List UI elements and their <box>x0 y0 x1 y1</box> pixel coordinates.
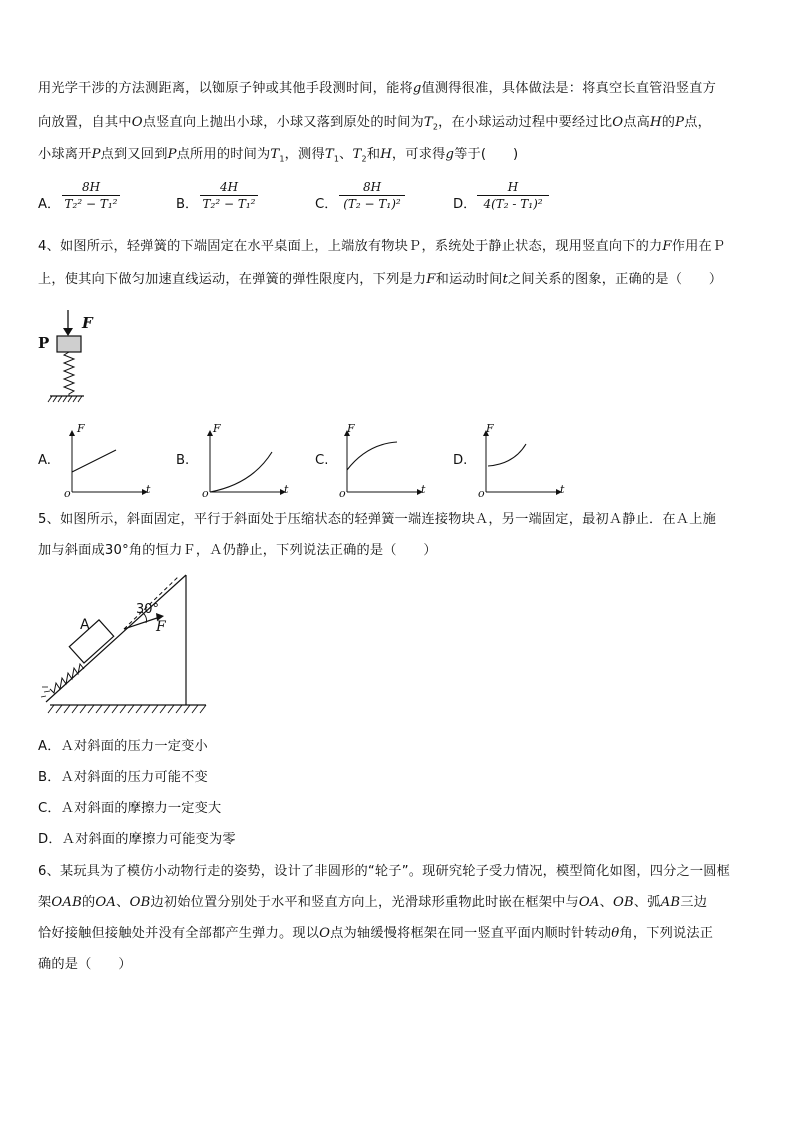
q4-line-1 <box>38 237 725 257</box>
force-label-f: F <box>82 314 93 332</box>
var-ab: AB <box>660 895 681 910</box>
graph-b-label: B. <box>176 453 190 468</box>
axis-label-t: t <box>284 483 289 496</box>
q3-text: 、 <box>339 147 353 162</box>
ground-hatch <box>48 396 82 402</box>
var-g: g <box>412 81 422 96</box>
q3-text: 等于( ) <box>454 147 519 162</box>
spring <box>64 352 74 396</box>
option-b-label: B． <box>176 197 199 212</box>
var-g: g <box>445 147 455 162</box>
graph-c-label: C. <box>315 453 329 468</box>
spring <box>50 664 84 693</box>
axis-label-t: t <box>146 483 151 496</box>
fraction-denominator: (T₂ − T₁)² <box>343 197 401 211</box>
q5-line-1: 5、如图所示，斜面固定，平行于斜面处于压缩状态的轻弹簧一端连接物块Ａ，另一端固定，最初Ａ静止．在Ａ上施 <box>38 512 716 527</box>
force-f-arrow <box>124 617 160 629</box>
block-label-a: A <box>80 617 90 633</box>
var-P: P <box>675 115 685 130</box>
q6-text: 边初始位置分别处于水平和竖直方向上，光滑球形重物此时嵌在框架中与 <box>150 895 579 910</box>
wall-hatch <box>41 687 50 697</box>
axis-label-t: t <box>560 483 565 496</box>
block-a <box>69 620 113 663</box>
q6-text: 、 <box>599 895 614 910</box>
fraction-denominator: 4(T₂ - T₁)² <box>483 197 543 211</box>
axis-label-o: o <box>202 487 209 500</box>
var-theta: θ <box>611 926 620 941</box>
q3-text: 点， <box>684 115 711 130</box>
axis-label-o: o <box>64 487 71 500</box>
graph-a-curve <box>72 450 116 472</box>
q5-line-2: 加与斜面成30°角的恒力Ｆ，Ａ仍静止，下列说法正确的是（ ） <box>38 543 437 558</box>
q4-line-2 <box>38 270 722 290</box>
var-t: t <box>502 272 509 287</box>
q6-text: 、 <box>116 895 130 910</box>
graph-c <box>337 428 429 502</box>
axis-label-t: t <box>421 483 426 496</box>
fraction-numerator: 8H <box>62 180 120 196</box>
ground-hatch <box>48 705 206 713</box>
q3-text: 小球离开 <box>38 147 92 162</box>
q6-line-4: 确的是（ ） <box>38 957 132 972</box>
option-d-fraction <box>477 180 549 211</box>
var-P: P <box>91 147 101 162</box>
var-T2: T <box>352 147 362 162</box>
q3-line-3: 小球离开P点到又回到P点所用的时间为$T_1$，测得$T_1$、$T_2$和H，可求得g等于( ) <box>38 147 519 164</box>
q3-text: 点竖直向上抛出小球，小球又落到原处的时间为 <box>142 115 424 130</box>
fraction-numerator: 4H <box>200 180 258 196</box>
var-P: P <box>167 147 177 162</box>
axis-label-f: F <box>213 422 221 435</box>
q3-text: ，测得 <box>284 147 325 162</box>
incline-figure <box>36 565 216 725</box>
axis-label-o: o <box>339 487 346 500</box>
angle-label: 30° <box>136 602 160 617</box>
q6-text: 三边 <box>680 895 708 910</box>
option-d-label: D． <box>453 197 477 212</box>
spring-block-figure <box>36 308 106 408</box>
graph-d-curve <box>488 444 526 466</box>
q5-option-c: C．Ａ对斜面的摩擦力一定变大 <box>38 801 222 816</box>
fraction-denominator: T₂² − T₁² <box>202 197 256 211</box>
q5-option-a: A．Ａ对斜面的压力一定变小 <box>38 739 208 754</box>
graph-b <box>200 428 292 502</box>
axis-label-f: F <box>486 422 494 435</box>
q6-text: 角，下列说法正 <box>619 926 714 941</box>
option-c-fraction <box>339 180 405 211</box>
option-a-fraction <box>62 180 120 211</box>
q6-line-3 <box>38 924 713 944</box>
var-T1: T <box>270 147 280 162</box>
option-a-label: A． <box>38 197 61 212</box>
q6-text: 架 <box>38 895 52 910</box>
q3-text: 点高 <box>623 115 651 130</box>
var-ob: OB <box>129 895 151 910</box>
q3-text: 向放置，自其中 <box>38 115 132 130</box>
q4-text: 上，使其向下做匀加速直线运动，在弹簧的弹性限度内，下列是力 <box>38 272 427 287</box>
q6-line-2 <box>38 893 707 913</box>
var-O: O <box>319 926 331 941</box>
force-label-f: F <box>156 619 166 635</box>
var-T2: T <box>423 115 433 130</box>
var-F: F <box>426 272 436 287</box>
q3-text: 和 <box>366 147 381 162</box>
q4-text: 和运动时间 <box>435 272 503 287</box>
q3-line-2: 向放置，自其中O点竖直向上抛出小球，小球又落到原处的时间为$T_2$，在小球运动过程中要经过比O点高H的P点， <box>38 115 711 132</box>
block-label-p: P <box>38 334 50 352</box>
q6-text: 点为轴缓慢将框架在同一竖直平面内顺时针转动 <box>330 926 612 941</box>
q3-text: ，可求得 <box>391 147 446 162</box>
fraction-denominator: T₂² − T₁² <box>64 197 118 211</box>
q5-option-d: D．Ａ对斜面的摩擦力可能变为零 <box>38 832 236 847</box>
q3-text: 点到又回到 <box>100 147 168 162</box>
q6-text: 的 <box>82 895 96 910</box>
q3-text: 的 <box>661 115 676 130</box>
var-oab: OAB <box>51 895 83 910</box>
q6-text: 恰好接触但接触处并没有全部都产生弹力。现以 <box>38 926 320 941</box>
var-F: F <box>662 239 672 254</box>
force-arrowhead <box>63 328 73 336</box>
q3-line-1 <box>38 79 716 99</box>
graph-b-curve <box>210 452 272 492</box>
q3-text: 用光学干涉的方法测距离，以铷原子钟或其他手段测时间，能将 <box>38 81 413 96</box>
graph-d-label: D. <box>453 453 468 468</box>
q4-text: 作用在Ｐ <box>671 239 726 254</box>
q3-text: 点所用的时间为 <box>176 147 271 162</box>
q4-text: 之间关系的图象，正确的是（ ） <box>508 272 723 287</box>
q3-text: 值测得很准，具体做法是：将真空长直管沿竖直方 <box>421 81 717 96</box>
var-oa: OA <box>95 895 117 910</box>
option-b-fraction <box>200 180 258 211</box>
q6-line-1: 6、某玩具为了模仿小动物行走的姿势，设计了非圆形的“轮子”。现研究轮子受力情况，模型简化如图，四分之一圆框 <box>38 864 731 879</box>
var-T1: T <box>324 147 334 162</box>
var-O: O <box>612 115 624 130</box>
q5-option-b: B．Ａ对斜面的压力可能不变 <box>38 770 208 785</box>
var-oa: OA <box>578 895 600 910</box>
axis-label-f: F <box>77 422 85 435</box>
graph-a-label: A. <box>38 453 51 468</box>
option-c-label: C． <box>315 197 338 212</box>
axis-label-o: o <box>478 487 485 500</box>
axis-label-f: F <box>347 422 355 435</box>
q6-text: 、弧 <box>633 895 661 910</box>
var-H: H <box>650 115 662 130</box>
var-ob: OB <box>613 895 634 910</box>
graph-c-curve <box>347 442 397 470</box>
graph-a <box>62 428 154 502</box>
var-H: H <box>380 147 392 162</box>
graph-d <box>476 428 568 502</box>
block-p <box>57 336 81 352</box>
q4-text: 4、如图所示，轻弹簧的下端固定在水平桌面上，上端放有物块Ｐ，系统处于静止状态，现用竖直向下的力 <box>38 239 663 254</box>
q3-text: ，在小球运动过程中要经过比 <box>438 115 613 130</box>
incline-surface <box>46 575 186 702</box>
fraction-numerator: 8H <box>339 180 405 196</box>
var-O: O <box>131 115 143 130</box>
fraction-numerator: H <box>477 180 549 196</box>
